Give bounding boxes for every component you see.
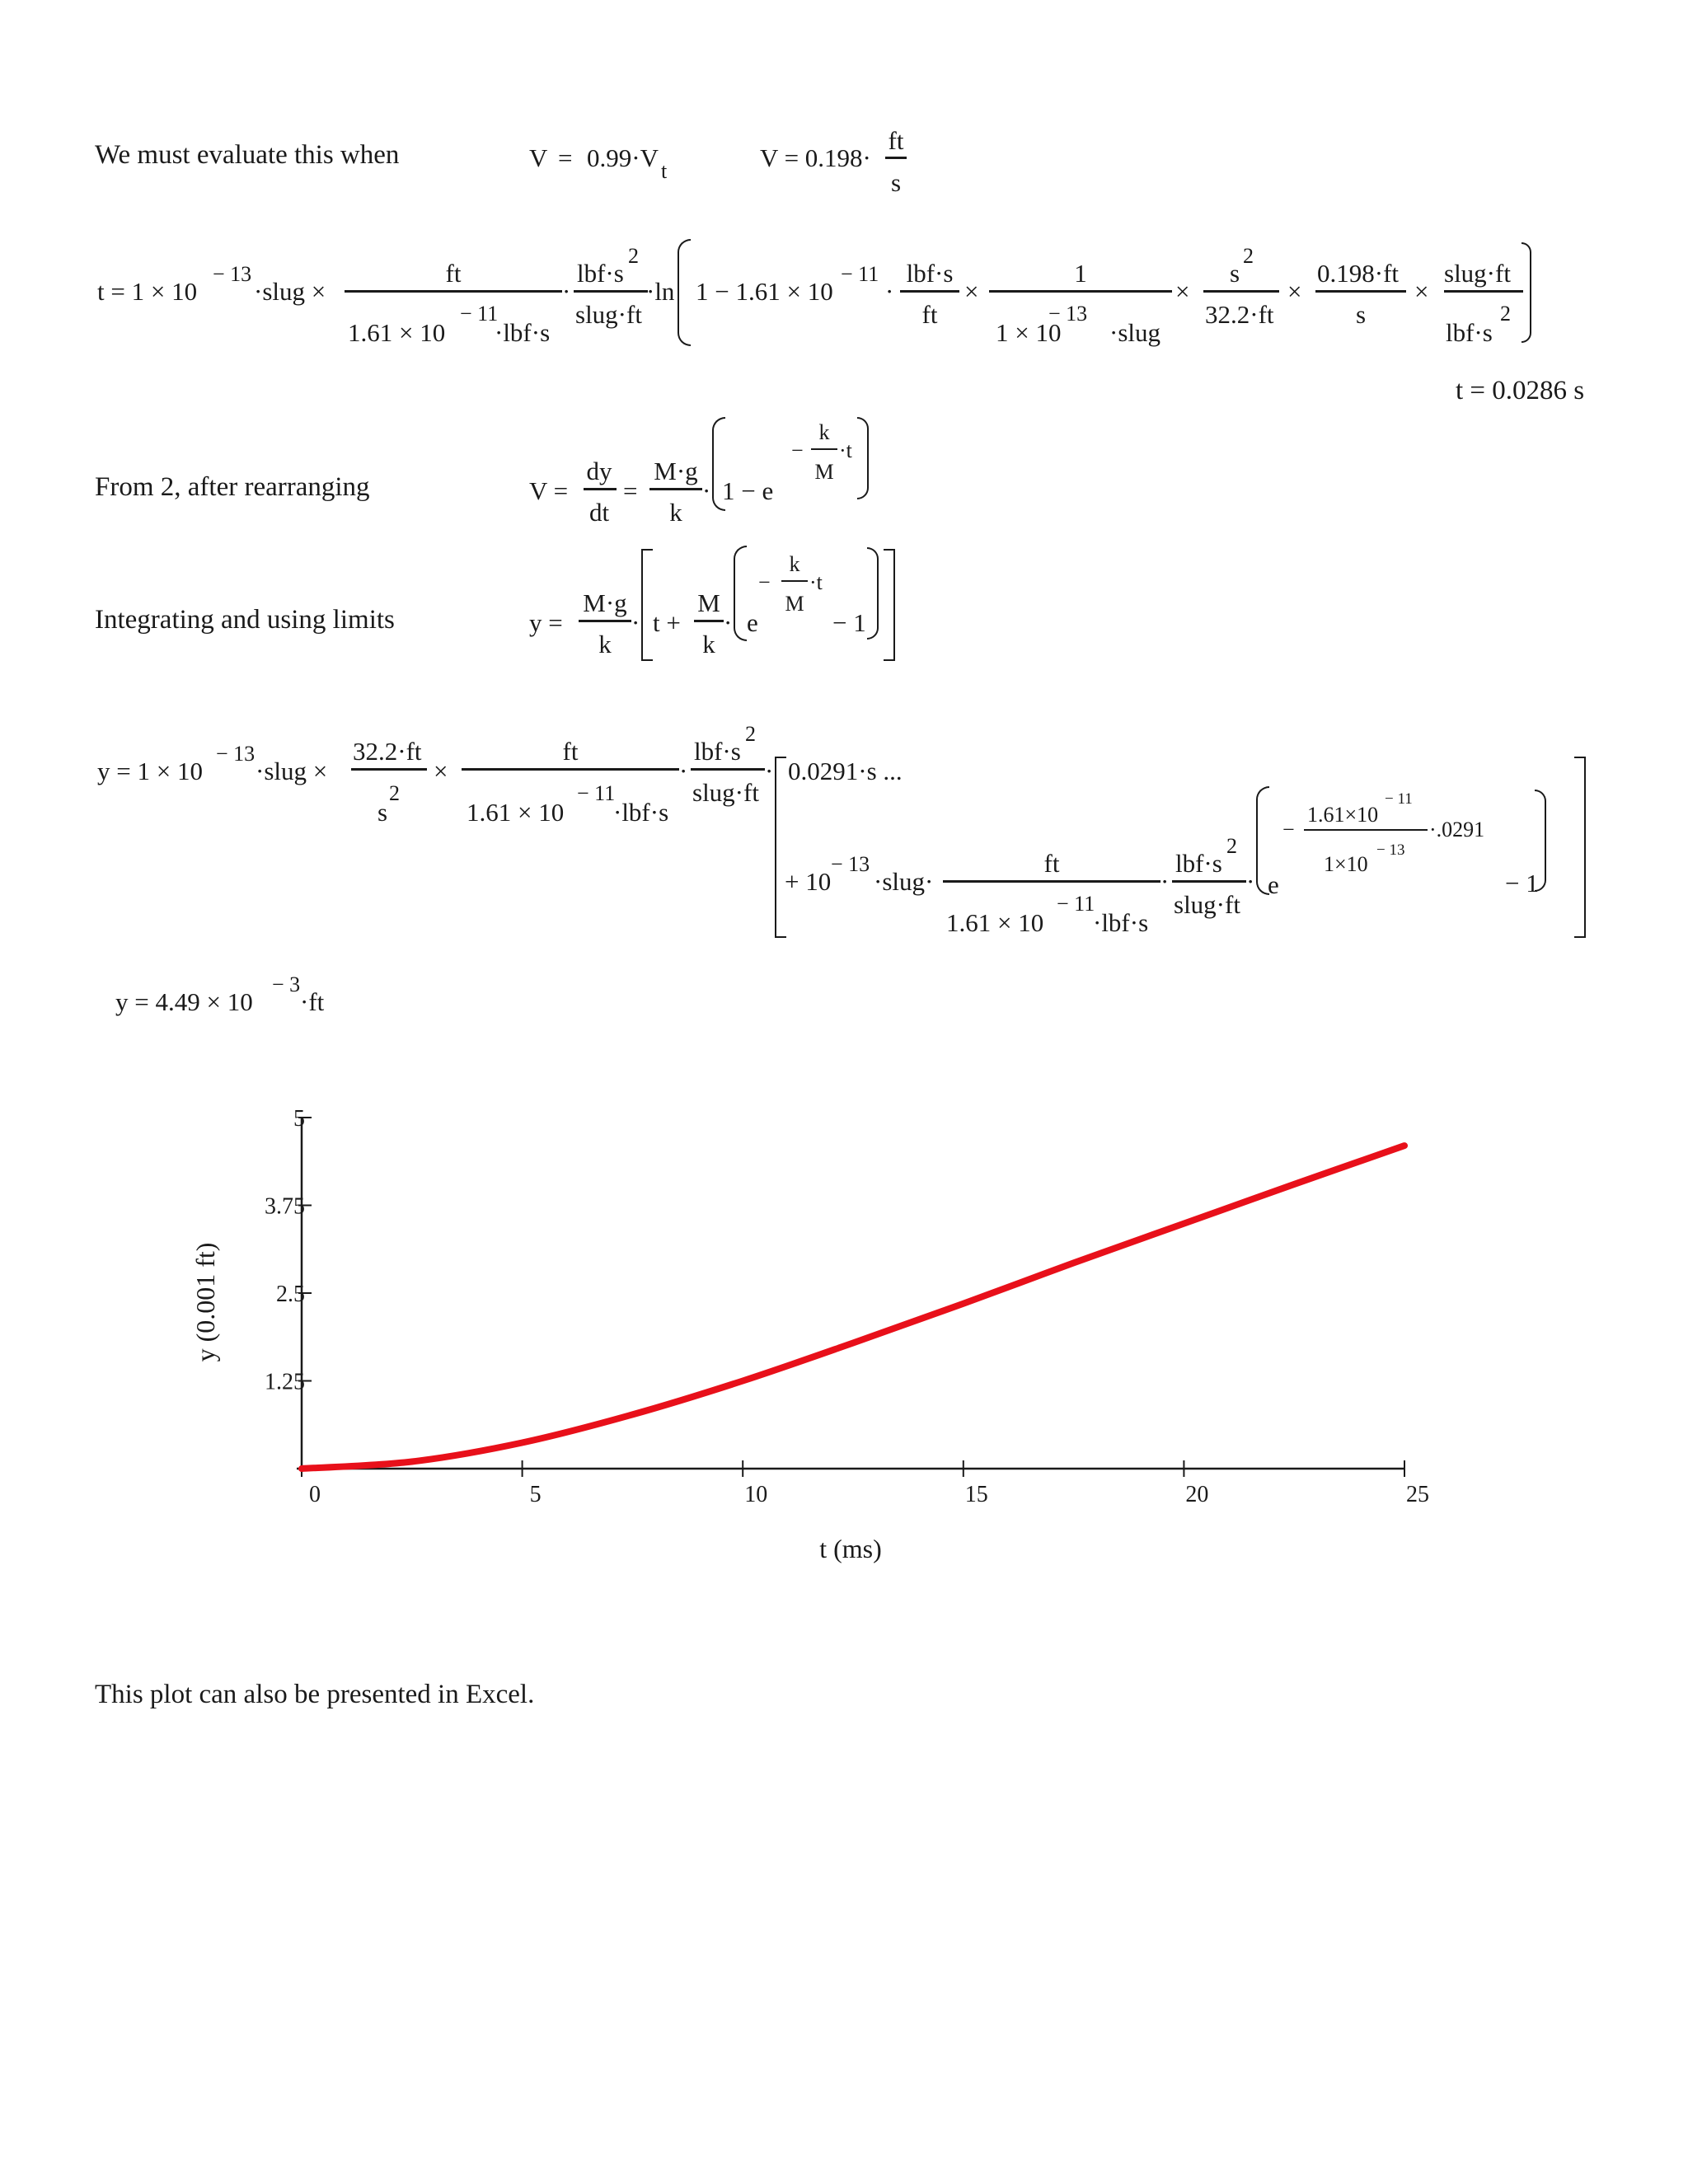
fraction-bar [989, 290, 1172, 293]
fraction-bar [1315, 290, 1406, 293]
bracket-left [775, 757, 786, 938]
yn-slug: ·slug × [256, 757, 328, 785]
yn-e-num: 1.61×10 [1307, 803, 1379, 827]
yn-e: e [1268, 870, 1279, 899]
intro-text: We must evaluate this when [95, 140, 400, 170]
vel-mg-num: M·g [654, 457, 698, 485]
result-t: t = 0.0286 s [1456, 376, 1585, 405]
fraction-bar [1172, 880, 1246, 883]
v1-eq: = [558, 143, 573, 172]
t-slug: ·slug × [254, 277, 326, 306]
fraction-bar [1203, 290, 1279, 293]
bracket-right [884, 549, 895, 661]
yn-f1-den-unit: ·lbf·s [613, 798, 669, 827]
times-sign: × [964, 277, 979, 306]
chart-axes [297, 1118, 1404, 1469]
from2-text: From 2, after rearranging [95, 472, 370, 502]
t-f7-num: slug·ft [1444, 259, 1511, 288]
vel-e-num: k [818, 420, 830, 444]
chart-ticks [265, 1106, 1429, 1507]
t-f1-den-unit: ·lbf·s [495, 318, 551, 347]
paren-right [857, 417, 869, 499]
fraction-bar [462, 768, 679, 771]
t-ln: ·ln [646, 277, 675, 306]
x-tick-label: 5 [529, 1482, 542, 1507]
ys-e-den: M [785, 592, 804, 616]
y-tick-label: 5 [293, 1106, 305, 1132]
fraction-bar [781, 580, 808, 582]
yn-line2-slug: ·slug· [874, 867, 934, 896]
ys-e-t: ·t [809, 570, 823, 594]
t-f5-num-exp: 2 [1243, 244, 1254, 268]
t-lhs: t = 1 × 10 [97, 277, 198, 306]
t-f2-den: slug·ft [575, 300, 642, 329]
vel-e-neg: − [791, 438, 804, 462]
fraction-bar [811, 448, 837, 450]
yn-e-den: 1×10 [1324, 852, 1368, 876]
closing-text: This plot can also be presented in Excel. [95, 1680, 535, 1709]
t-f1-den: 1.61 × 10 [348, 318, 446, 347]
yn-f4-num: lbf·s [1175, 849, 1222, 878]
times-sign: × [1414, 277, 1429, 306]
x-tick-label: 25 [1406, 1482, 1429, 1507]
fraction-bar [574, 290, 648, 293]
fraction-bar [1444, 290, 1523, 293]
paren-left [734, 546, 747, 641]
t-f3-num: lbf·s [906, 259, 954, 288]
t-f3-den: ft [921, 300, 938, 329]
vel-e-den: M [814, 460, 834, 484]
t-f7-den-exp: 2 [1500, 302, 1511, 326]
fraction-bar [351, 768, 427, 771]
t-f4-num: 1 [1074, 259, 1087, 288]
t-f1-num: ft [445, 259, 462, 288]
yn-f1-den-exp: − 11 [577, 781, 616, 805]
fraction-bar [1304, 829, 1428, 831]
ys-e: e [747, 608, 758, 637]
y-tick-label: 3.75 [265, 1193, 305, 1220]
yn-f3-num: ft [1043, 849, 1060, 878]
bracket-right [1574, 757, 1586, 938]
t-exp: − 13 [213, 262, 252, 286]
paren-right [1535, 790, 1546, 892]
fraction-bar [885, 157, 907, 159]
yn-minus1: − 1 [1505, 869, 1539, 898]
times-sign: × [1175, 277, 1190, 306]
x-tick-label: 0 [309, 1482, 321, 1507]
y-tick-label: 1.25 [265, 1369, 305, 1395]
v1-sub: t [661, 159, 668, 183]
fraction-bar [900, 290, 959, 293]
yn-g-den-exp: 2 [389, 781, 400, 805]
vel-dden: dt [588, 498, 610, 527]
yn-f4-num-exp: 2 [1226, 834, 1237, 858]
ys-tplus: t + [653, 608, 681, 637]
yn-exp: − 13 [216, 742, 256, 766]
y-axis-label: y (0.001 ft) [190, 1242, 220, 1362]
yn-f2-num: lbf·s [694, 737, 741, 766]
vel-lhs: V = [529, 476, 569, 505]
yn-e-num-exp: − 11 [1385, 790, 1413, 808]
yn-f1-den: 1.61 × 10 [467, 798, 565, 827]
yres-exp: − 3 [272, 972, 301, 996]
fraction-bar [943, 880, 1160, 883]
t-f6-den: s [1355, 300, 1367, 329]
t-f2-num-exp: 2 [628, 244, 639, 268]
t-f7-den: lbf·s [1446, 318, 1493, 347]
ys-mg-den: k [598, 630, 612, 658]
fraction-bar [579, 620, 631, 622]
t-f4-den-exp: − 13 [1048, 302, 1088, 326]
t-f5-num: s [1230, 259, 1240, 288]
fraction-bar [584, 488, 617, 490]
y-vs-t-chart [0, 1071, 1688, 1582]
yn-f2-num-exp: 2 [745, 722, 756, 746]
yn-f1-num: ft [562, 737, 579, 766]
vel-mg-den: k [669, 498, 682, 527]
fraction-bar [345, 290, 562, 293]
v2-lhs: V = 0.198· [760, 143, 871, 172]
integrating-text: Integrating and using limits [95, 605, 395, 635]
yn-e-neg: − [1282, 818, 1295, 841]
ys-e-num: k [789, 552, 800, 576]
paren-right [1522, 242, 1531, 343]
chart-series [302, 1146, 1404, 1469]
v1-rhs: 0.99·V [587, 143, 659, 172]
series-line-0 [302, 1146, 1404, 1469]
ys-lhs: y = [529, 608, 563, 637]
yn-g-den: s [377, 798, 388, 827]
ys-minus1: − 1 [832, 608, 866, 637]
vel-body: 1 − e [722, 476, 774, 505]
yn-e-t: ·.0291 [1429, 818, 1485, 841]
v1-lhs: V [529, 143, 548, 172]
paren-left [678, 239, 691, 346]
yn-f4-den: slug·ft [1174, 890, 1240, 919]
vel-e-t: ·t [839, 438, 852, 462]
y-tick-label: 2.5 [276, 1282, 305, 1307]
yn-line2-exp: − 13 [831, 852, 870, 876]
times-sign: × [1287, 277, 1302, 306]
fraction-bar [691, 768, 765, 771]
x-tick-label: 20 [1185, 1482, 1209, 1507]
yn-e-den-exp: − 13 [1376, 841, 1405, 859]
fraction-bar [649, 488, 702, 490]
yn-g-num: 32.2·ft [353, 737, 422, 766]
t-f4-den: 1 × 10 [996, 318, 1062, 347]
t-f5-den: 32.2·ft [1205, 300, 1274, 329]
yn-f3-den: 1.61 × 10 [946, 908, 1044, 937]
t-f1-den-exp: − 11 [460, 302, 499, 326]
vel-eq: = [623, 476, 638, 505]
ys-m-den: k [702, 630, 715, 658]
ys-m-num: M [697, 588, 720, 617]
t-f4-den-unit: ·slug [1109, 318, 1160, 347]
times-sign: × [434, 757, 448, 785]
yn-line1: 0.0291·s ... [788, 757, 903, 785]
yn-lhs: y = 1 × 10 [97, 757, 203, 785]
t-one-minus: 1 − 1.61 × 10 [696, 277, 833, 306]
yres-text: y = 4.49 × 10 [115, 987, 253, 1016]
t-om-exp: − 11 [841, 262, 879, 286]
x-axis-label: t (ms) [819, 1534, 882, 1563]
bracket-left [641, 549, 653, 661]
yn-f2-den: slug·ft [692, 778, 759, 807]
yn-f3-den-unit: ·lbf·s [1093, 908, 1149, 937]
yn-line2-pre: + 10 [785, 867, 832, 896]
vel-dnum: dy [586, 457, 612, 485]
yres-unit: ·ft [300, 987, 325, 1016]
ys-mg-num: M·g [583, 588, 627, 617]
v2-den: s [890, 168, 902, 197]
ys-e-neg: − [758, 570, 771, 594]
yn-f3-den-exp: − 11 [1057, 892, 1095, 916]
t-f2-num: lbf·s [577, 259, 624, 288]
x-tick-label: 15 [964, 1482, 988, 1507]
t-f6-num: 0.198·ft [1317, 259, 1400, 288]
x-tick-label: 10 [744, 1482, 768, 1507]
fraction-bar [694, 620, 724, 622]
v2-num: ft [888, 126, 904, 155]
paren-right [867, 547, 879, 640]
